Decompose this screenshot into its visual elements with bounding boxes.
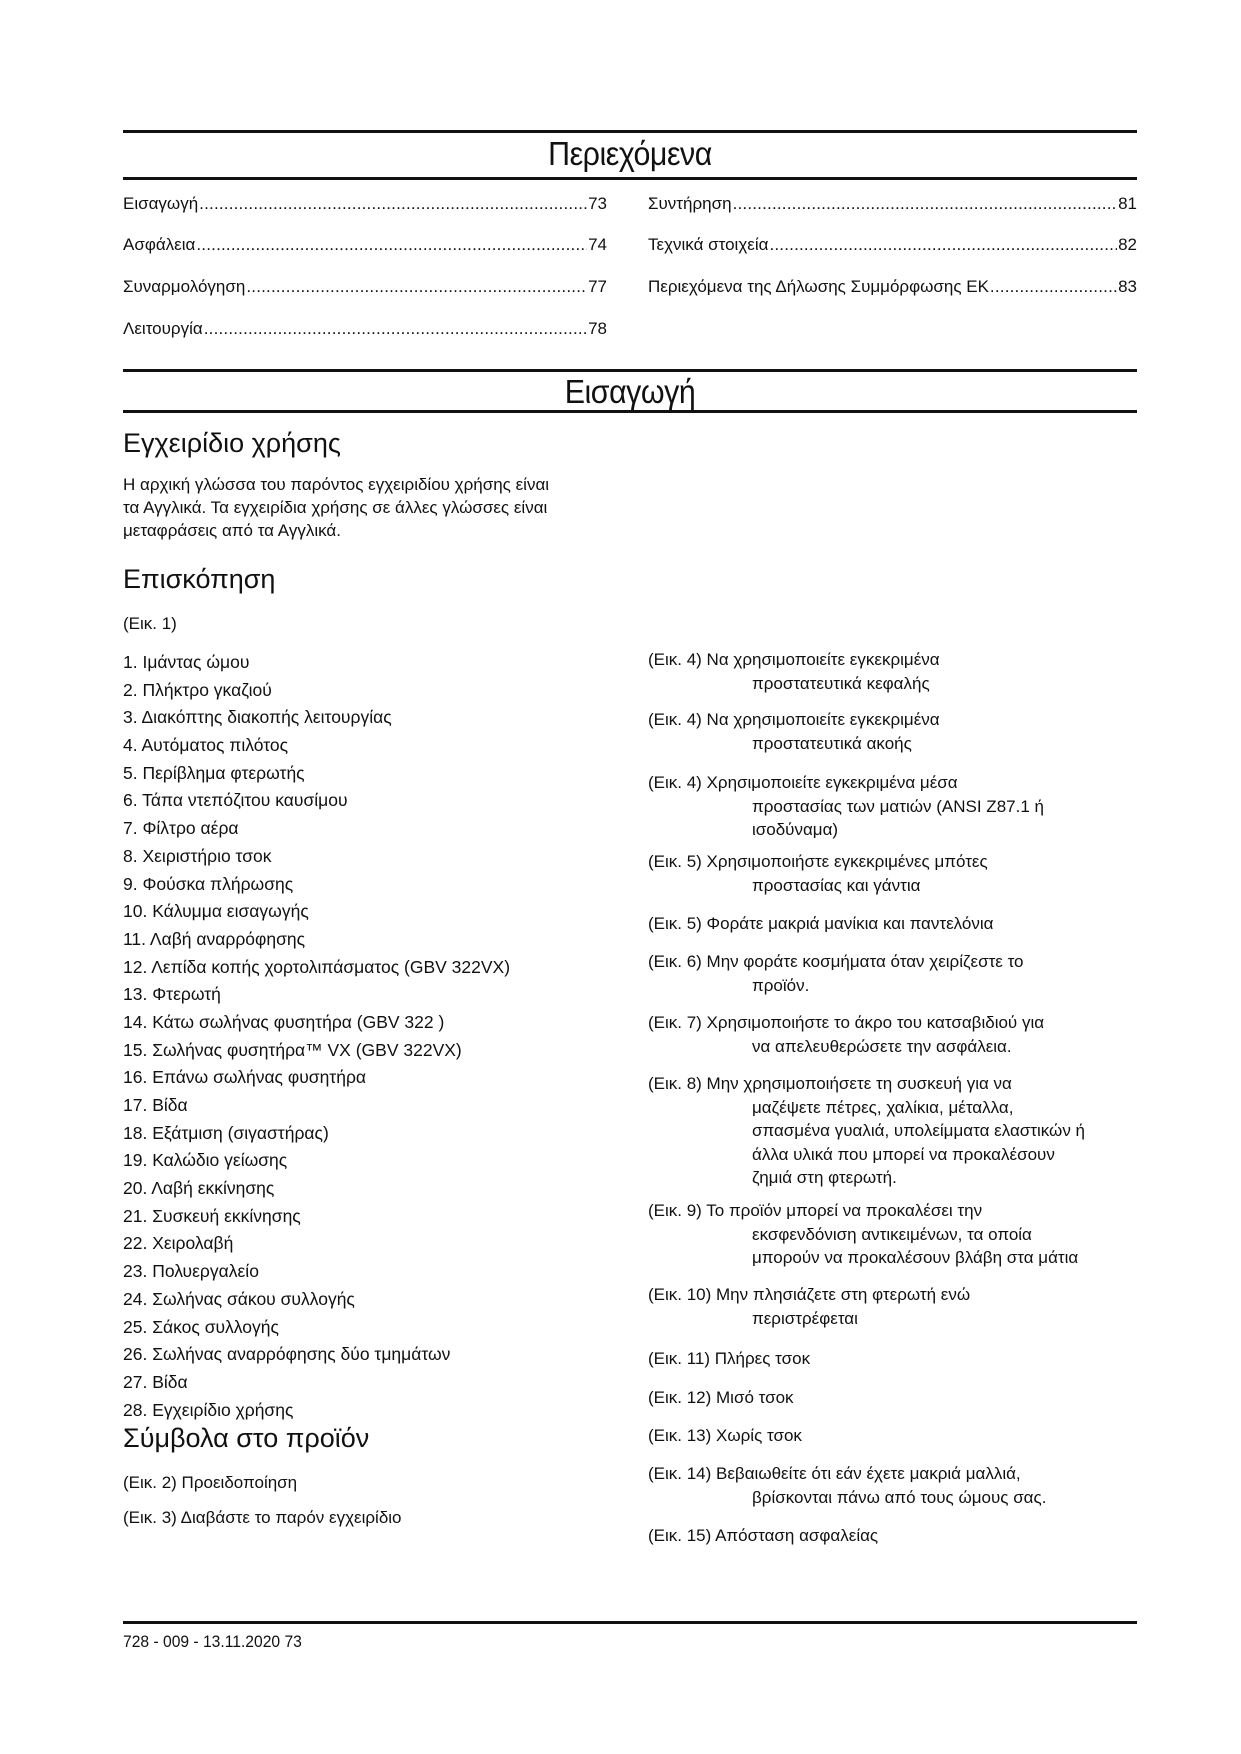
symbol-entry-continuation: προστασίας των ματιών (ANSI Z87.1 ή bbox=[752, 796, 1044, 816]
symbol-entry bbox=[648, 950, 1138, 997]
symbol-entry-continuation: προστατευτικά ακοής bbox=[752, 733, 912, 753]
overview-list-item: 8. Χειριστήριο τσοκ bbox=[123, 845, 272, 866]
intro-bottom-rule bbox=[123, 410, 1137, 413]
leader-dots bbox=[199, 194, 587, 214]
manual-paragraph: Η αρχική γλώσσα του παρόντος εγχειριδίου χρήσης είναι τα Αγγλικά. Τα εγχειρίδια χρήσης σε άλλες γλώσσες είναι μεταφράσεις από τα Αγγλικά. bbox=[123, 475, 550, 540]
overview-list-item: 22. Χειρολαβή bbox=[123, 1233, 234, 1254]
overview-list-item: 23. Πολυεργαλείο bbox=[123, 1261, 259, 1282]
overview-list-item: 6. Τάπα ντεπόζιτου καυσίμου bbox=[123, 790, 348, 811]
overview-list-item: 21. Συσκευή εκκίνησης bbox=[123, 1205, 301, 1226]
symbol-entry-continuation: προστασίας και γάντια bbox=[752, 875, 921, 895]
overview-list-item: 4. Αυτόματος πιλότος bbox=[123, 735, 289, 756]
symbol-entry-first-line: (Εικ. 4) Να χρησιμοποιείτε εγκεκριμένα bbox=[648, 710, 940, 729]
symbol-entry bbox=[648, 1347, 1138, 1371]
symbol-entry bbox=[648, 1424, 1138, 1448]
overview-list-item: 9. Φούσκα πλήρωσης bbox=[123, 873, 294, 894]
symbol-entry bbox=[648, 912, 1138, 936]
symbol-entry-first-line: (Εικ. 9) Το προϊόν μπορεί να προκαλέσει την bbox=[648, 1201, 983, 1220]
overview-list-item: 18. Εξάτμιση (σιγαστήρας) bbox=[123, 1122, 329, 1143]
footer-rule bbox=[123, 1621, 1137, 1624]
contents-top-rule bbox=[123, 130, 1137, 133]
toc-entry[interactable]: Συναρμολόγηση ..... 77 bbox=[123, 277, 607, 297]
overview-list-item: 24. Σωλήνας σάκου συλλογής bbox=[123, 1288, 355, 1309]
symbol-entry-first-line: (Εικ. 7) Χρησιμοποιήστε το άκρο του κατσαβιδιού για bbox=[648, 1013, 1045, 1032]
symbol-entry-first-line: (Εικ. 10) Μην πλησιάζετε στη φτερωτή ενώ bbox=[648, 1285, 971, 1304]
toc-entry[interactable]: Ασφάλεια ..... 74 bbox=[123, 235, 607, 255]
leader-dots bbox=[733, 194, 1118, 214]
symbol-entry-continuation: να απελευθερώσετε την ασφάλεια. bbox=[752, 1036, 1012, 1056]
symbol-entry-continuation: μπορούν να προκαλέσουν βλάβη στα μάτια bbox=[752, 1248, 1079, 1267]
symbol-entry bbox=[648, 708, 1138, 755]
symbol-entry: (Εικ. 3) Διαβάστε το παρόν εγχειρίδιο bbox=[123, 1508, 402, 1527]
symbol-entry-continuation: περιστρέφεται bbox=[752, 1308, 858, 1328]
overview-list-item: 5. Περίβλημα φτερωτής bbox=[123, 762, 305, 783]
toc-entry[interactable]: Περιεχόμενα της Δήλωσης Συμμόρφωσης ΕΚ ..... 83 bbox=[648, 277, 1137, 297]
symbol-entry-first-line: (Εικ. 5) Χρησιμοποιήστε εγκεκριμένες μπότες bbox=[648, 852, 988, 871]
overview-list-item: 25. Σάκος συλλογής bbox=[123, 1316, 279, 1337]
symbol-entry-continuation: προϊόν. bbox=[752, 975, 810, 995]
symbol-entry-first-line: (Εικ. 13) Χωρίς τσοκ bbox=[648, 1426, 802, 1445]
overview-list-item: 12. Λεπίδα κοπής χορτολιπάσματος (GBV 322VX) bbox=[123, 956, 511, 977]
overview-list-item: 20. Λαβή εκκίνησης bbox=[123, 1178, 275, 1199]
toc-entry[interactable]: Τεχνικά στοιχεία ..... 82 bbox=[648, 235, 1137, 255]
overview-list-item: 13. Φτερωτή bbox=[123, 984, 221, 1005]
symbol-entry bbox=[648, 1386, 1138, 1410]
toc-entry[interactable]: Συντήρηση ..... 81 bbox=[648, 194, 1137, 214]
overview-figure-ref: (Εικ. 1) bbox=[123, 614, 177, 633]
symbol-entry-continuation: ζημιά στη φτερωτή. bbox=[752, 1168, 897, 1187]
symbol-entry-continuation: βρίσκονται πάνω από τους ώμους σας. bbox=[752, 1487, 1047, 1507]
symbol-entry bbox=[648, 771, 1138, 842]
symbol-entry-continuation: ισοδύναμα) bbox=[752, 820, 839, 839]
overview-list-item: 3. Διακόπτης διακοπής λειτουργίας bbox=[123, 707, 392, 728]
symbol-entry-first-line: (Εικ. 6) Μην φοράτε κοσμήματα όταν χειρίζεστε το bbox=[648, 952, 1024, 971]
overview-parts-list bbox=[123, 649, 510, 1424]
symbol-entry-first-line: (Εικ. 8) Μην χρησιμοποιήσετε τη συσκευή για να bbox=[648, 1074, 1012, 1093]
symbol-entry bbox=[648, 850, 1138, 897]
overview-list-item: 11. Λαβή αναρρόφησης bbox=[123, 928, 306, 949]
leader-dots bbox=[246, 277, 587, 297]
overview-list-item: 17. Βίδα bbox=[123, 1095, 188, 1115]
overview-list-item: 27. Βίδα bbox=[123, 1371, 188, 1392]
intro-title: Εισαγωγή bbox=[564, 373, 696, 410]
overview-list-item: 19. Καλώδιο γείωσης bbox=[123, 1150, 288, 1171]
symbol-entry-continuation: άλλα υλικά που μπορεί να προκαλέσουν bbox=[752, 1144, 1055, 1164]
leader-dots bbox=[196, 235, 587, 255]
symbols-heading: Σύμβολα στο προϊόν bbox=[123, 1423, 370, 1453]
symbol-entry-first-line: (Εικ. 5) Φοράτε μακριά μανίκια και παντελόνια bbox=[648, 914, 994, 933]
leader-dots bbox=[990, 277, 1117, 297]
manual-heading: Εγχειρίδιο χρήσης bbox=[123, 428, 341, 458]
symbol-entry bbox=[648, 1283, 1138, 1330]
symbol-entry-first-line: (Εικ. 4) Χρησιμοποιείτε εγκεκριμένα μέσα bbox=[648, 773, 958, 792]
overview-list-item: 26. Σωλήνας αναρρόφησης δύο τμημάτων bbox=[123, 1344, 451, 1365]
symbol-entry-first-line: (Εικ. 11) Πλήρες τσοκ bbox=[648, 1349, 811, 1368]
overview-list-item: 1. Ιμάντας ώμου bbox=[123, 652, 250, 672]
overview-list-item: 28. Εγχειρίδιο χρήσης bbox=[123, 1399, 294, 1420]
intro-top-rule bbox=[123, 369, 1137, 372]
symbol-entry bbox=[648, 1072, 1138, 1190]
symbol-entry-continuation: σπασμένα γυαλιά, υπολείμματα ελαστικών ή bbox=[752, 1121, 1085, 1140]
symbol-entry bbox=[648, 1011, 1138, 1058]
leader-dots bbox=[769, 235, 1117, 255]
symbol-entry-continuation: μαζέψετε πέτρες, χαλίκια, μέταλλα, bbox=[752, 1097, 1014, 1117]
overview-heading: Επισκόπηση bbox=[123, 564, 276, 594]
overview-list-item: 7. Φίλτρο αέρα bbox=[123, 818, 239, 839]
symbol-entry-continuation: εκσφενδόνιση αντικειμένων, τα οποία bbox=[752, 1224, 1032, 1244]
overview-list-item: 15. Σωλήνας φυσητήρα™ VX (GBV 322VX) bbox=[123, 1039, 462, 1060]
contents-title: Περιεχόμενα bbox=[548, 135, 712, 172]
leader-dots bbox=[204, 319, 587, 339]
symbol-entry-continuation: προστατευτικά κεφαλής bbox=[752, 673, 930, 693]
symbol-entry-first-line: (Εικ. 15) Απόσταση ασφαλείας bbox=[648, 1526, 879, 1545]
overview-list-item: 14. Κάτω σωλήνας φυσητήρα (GBV 322 ) bbox=[123, 1011, 445, 1032]
symbol-entry bbox=[648, 1524, 1138, 1548]
overview-list-item: 16. Επάνω σωλήνας φυσητήρα bbox=[123, 1067, 367, 1088]
symbol-entry bbox=[648, 648, 1138, 695]
overview-list-item: 10. Κάλυμμα εισαγωγής bbox=[123, 901, 309, 922]
symbol-entry: (Εικ. 2) Προειδοποίηση bbox=[123, 1473, 298, 1492]
overview-list-item: 2. Πλήκτρο γκαζιού bbox=[123, 679, 272, 700]
symbol-entry bbox=[648, 1199, 1138, 1270]
footer-text: 728 - 009 - 13.11.2020 73 bbox=[123, 1632, 302, 1651]
toc-entry[interactable]: Λειτουργία ..... 78 bbox=[123, 319, 607, 339]
symbol-entry-first-line: (Εικ. 4) Να χρησιμοποιείτε εγκεκριμένα bbox=[648, 650, 940, 669]
contents-bottom-rule bbox=[123, 177, 1137, 180]
symbol-entry bbox=[648, 1462, 1138, 1509]
toc-entry[interactable]: Εισαγωγή ..... 73 bbox=[123, 194, 607, 214]
symbol-entry-first-line: (Εικ. 12) Μισό τσοκ bbox=[648, 1388, 794, 1407]
symbol-entry-first-line: (Εικ. 14) Βεβαιωθείτε ότι εάν έχετε μακριά μαλλιά, bbox=[648, 1464, 1021, 1483]
